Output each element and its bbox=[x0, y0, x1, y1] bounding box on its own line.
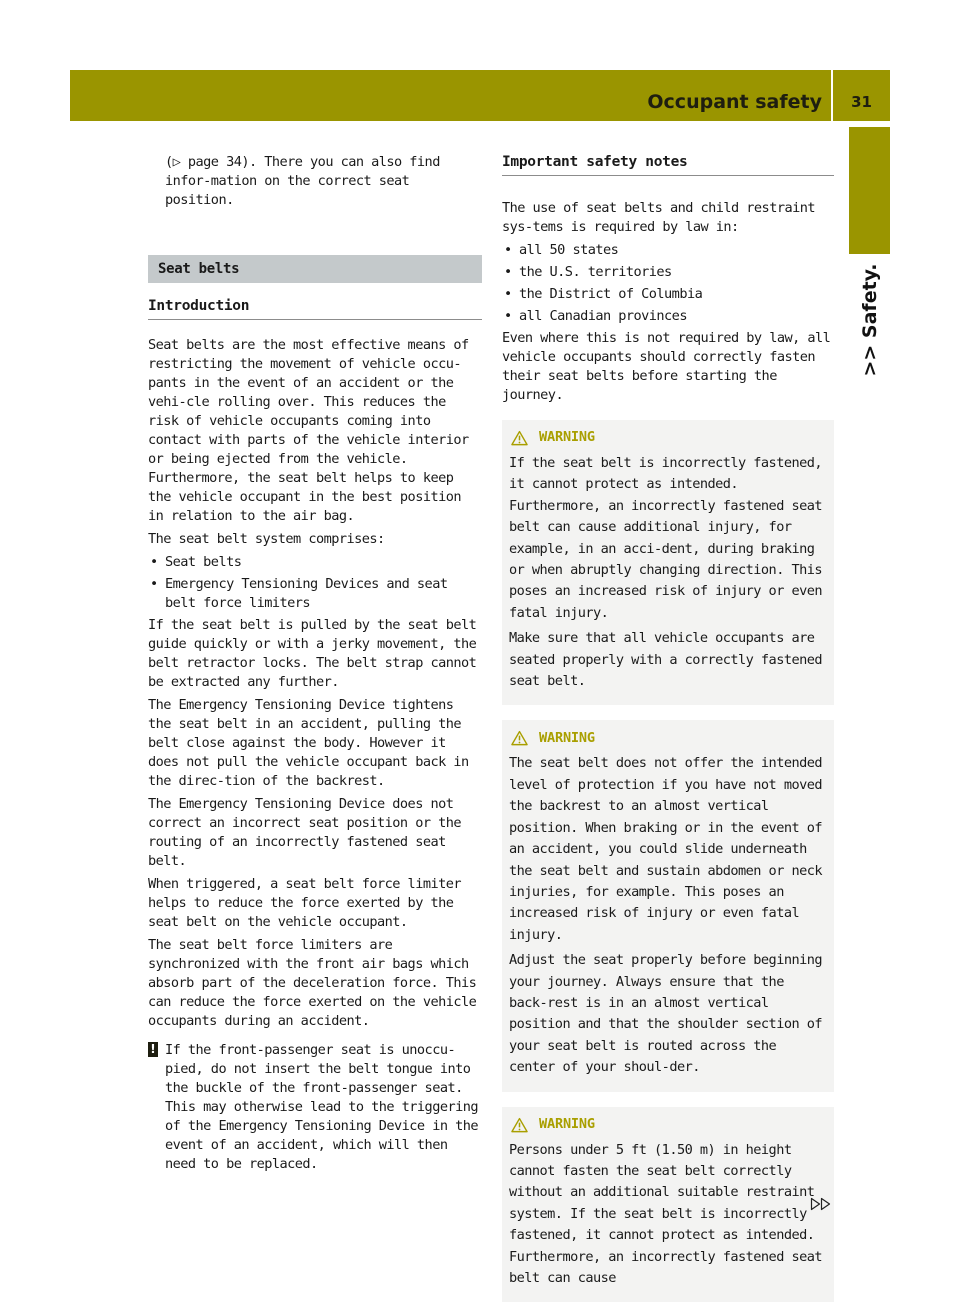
warning-label: WARNING bbox=[539, 729, 595, 746]
paragraph: If the seat belt is pulled by the seat belt guide quickly or with a jerky movement, the belt retractor locks. The belt strap cannot be extracted any further. bbox=[148, 617, 477, 690]
section-heading: Seat belts bbox=[148, 255, 482, 283]
header-title: Occupant safety bbox=[647, 91, 822, 113]
side-tab-marker bbox=[849, 127, 890, 254]
warning-box bbox=[502, 720, 834, 1091]
warning-text: Adjust the seat properly before beginning your journey. Always ensure that the back-rest is in an almost vertical position and that the shoulder section of your seat belt is routed across the center of your shoul-der. bbox=[509, 952, 822, 1076]
list-item: • all 50 states bbox=[502, 241, 834, 260]
list-item: • all Canadian provinces bbox=[502, 307, 834, 326]
list-item: • the District of Columbia bbox=[502, 285, 834, 304]
paragraph: The Emergency Tensioning Device tightens the seat belt in an accident, pulling the belt close against the body. However it does not pull the vehicle occupant back in the direc-tion of the backrest. bbox=[148, 697, 469, 789]
warning-text: The seat belt does not offer the intended level of protection if you have not moved the backrest to an almost vertical position. When braking or in the event of an accident, you could slide underneath the seat belt and sustain abdomen or neck injuries, for example. This poses an increased risk of injury or even fatal injury. bbox=[509, 755, 822, 943]
intro-text: (▷ page 34). There you can also find infor-mation on the correct seat position. bbox=[165, 154, 440, 208]
side-tab-label-text: >> Safety. bbox=[859, 263, 881, 377]
right-column bbox=[502, 153, 834, 1302]
side-tab-label bbox=[846, 262, 894, 378]
warning-box bbox=[502, 1107, 834, 1302]
subheading-important-safety-notes: Important safety notes bbox=[502, 153, 834, 176]
warning-text: If the seat belt is incorrectly fastened, it cannot protect as intended. Furthermore, an incorrectly fastened seat belt can cause additional injury, for example, in an acci-dent, during braking or when abruptly changing direction. This poses an increased risk of injury or even fatal injury. bbox=[509, 455, 822, 621]
subheading-introduction: Introduction bbox=[148, 297, 482, 320]
list-item: • Seat belts bbox=[148, 553, 482, 572]
warning-text: Persons under 5 ft (1.50 m) in height cannot fasten the seat belt correctly without an additional suitable restraint system. If the seat belt is incorrectly fastened, it cannot protect as intended. Furthermore, an incorrectly fastened seat belt can cause bbox=[509, 1141, 822, 1286]
left-column bbox=[148, 153, 482, 1178]
warning-header bbox=[509, 428, 827, 448]
caution-note bbox=[148, 1041, 482, 1174]
paragraph: The Emergency Tensioning Device does not correct an incorrect seat position or the routing of an incorrectly fastened seat belt. bbox=[148, 796, 461, 869]
page-number: 31 bbox=[851, 93, 872, 111]
warning-box bbox=[502, 420, 834, 705]
caution-text: If the front-passenger seat is unoccu-pied, do not insert the belt tongue into the buckle of the front-passenger seat. This may otherwise lead to the triggering of the Emergency Tensioning Device in the event of an accident, which will then need to be replaced. bbox=[165, 1042, 478, 1172]
double-arrow-right-icon bbox=[810, 1197, 832, 1211]
warning-header bbox=[509, 728, 827, 748]
paragraph: The use of seat belts and child restraint sys-tems is required by law in: bbox=[502, 200, 815, 235]
exclamation-icon: ! bbox=[148, 1042, 158, 1057]
warning-label: WARNING bbox=[539, 1115, 595, 1132]
warning-header bbox=[509, 1115, 827, 1135]
warning-text: Make sure that all vehicle occupants are seated properly with a correctly fastened seat belt. bbox=[509, 630, 822, 690]
paragraph: The seat belt system comprises: bbox=[148, 531, 385, 547]
list-item: • Emergency Tensioning Devices and seat belt force limiters bbox=[148, 575, 482, 613]
paragraph: When triggered, a seat belt force limiter helps to reduce the force exerted by the seat belt on the vehicle occupant. bbox=[148, 876, 461, 930]
paragraph: Seat belts are the most effective means of restricting the movement of vehicle occu-pants in the event of an accident or the vehi-cle rolling over. This reduces the risk of vehicle occupants coming into contact with parts of the vehicle interior or being ejected from the vehicle. Furthermore, the seat belt helps to keep the vehicle occupant in the best position in relation to the air bag. bbox=[148, 337, 469, 524]
warning-label: WARNING bbox=[539, 429, 595, 446]
warning-triangle-icon bbox=[511, 730, 528, 746]
paragraph: The seat belt force limiters are synchronized with the front air bags which absorb part of the deceleration force. This can reduce the force exerted on the vehicle occupants during an accident. bbox=[148, 937, 477, 1029]
bullet-list bbox=[148, 553, 482, 613]
list-item: • the U.S. territories bbox=[502, 263, 834, 282]
paragraph: Even where this is not required by law, all vehicle occupants should correctly fasten their seat belts before starting the journey. bbox=[502, 330, 831, 403]
header-bar bbox=[70, 70, 890, 121]
warning-triangle-icon bbox=[511, 430, 528, 446]
bullet-list bbox=[502, 241, 834, 326]
warning-triangle-icon bbox=[511, 1117, 528, 1133]
